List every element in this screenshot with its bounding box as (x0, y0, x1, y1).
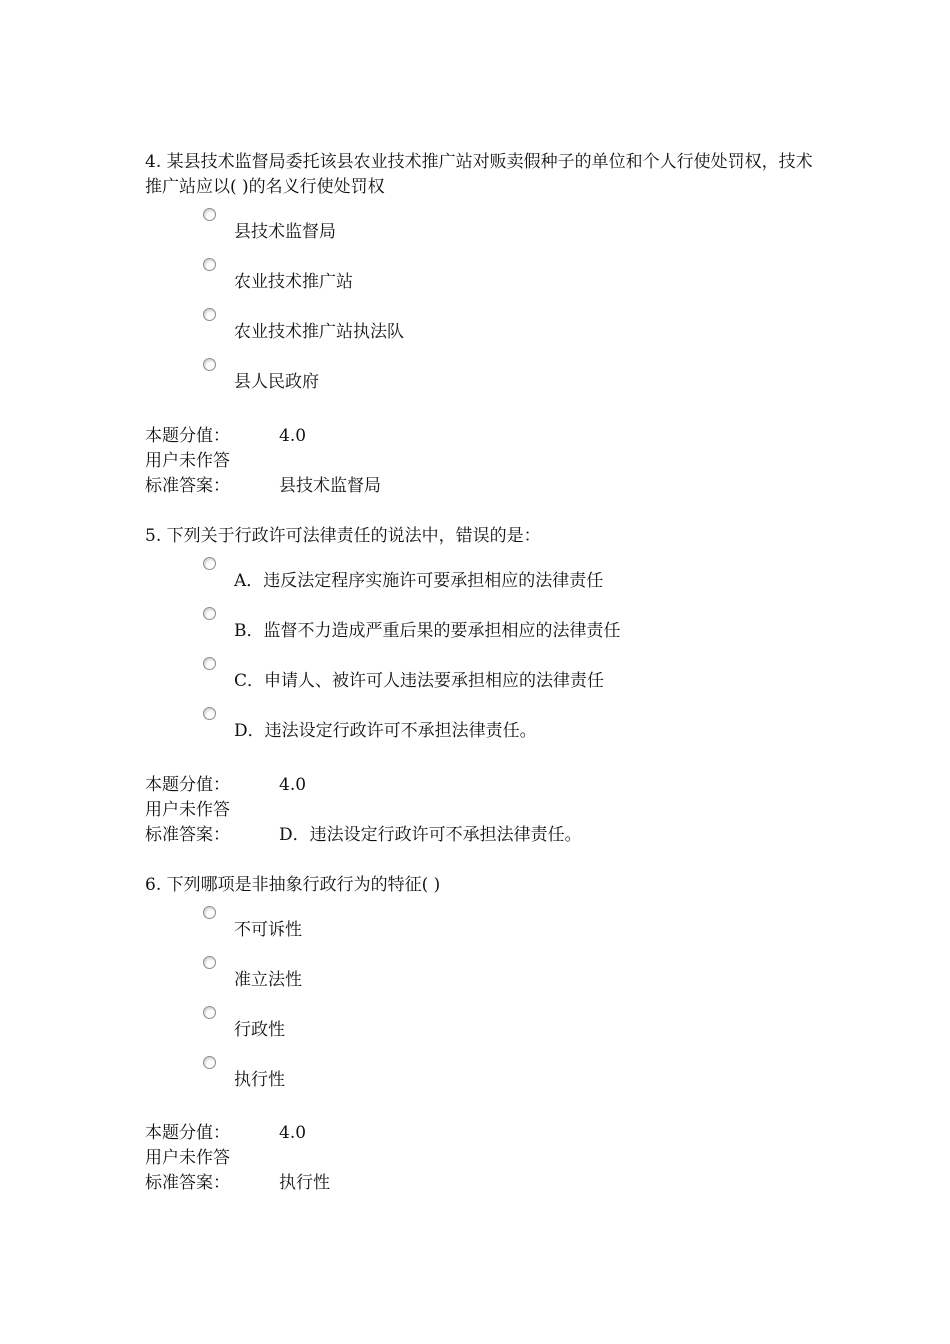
answer-row (145, 823, 825, 848)
question-text: 6. 下列哪项是非抽象行政行为的特征( ) (145, 875, 441, 895)
answer-value: D．违法设定行政许可不承担法律责任。 (279, 825, 582, 845)
option-label: 行政性 (234, 1020, 285, 1040)
score-value: 4.0 (279, 775, 307, 795)
score-label: 本题分值： (145, 1123, 230, 1143)
radio-button-icon[interactable] (203, 607, 216, 620)
score-label: 本题分值： (145, 775, 230, 795)
radio-button-icon[interactable] (203, 906, 216, 919)
option-item[interactable] (145, 655, 825, 705)
radio-button-icon[interactable] (203, 1056, 216, 1069)
option-list (145, 904, 825, 1104)
radio-button-icon[interactable] (203, 1006, 216, 1019)
score-row (145, 773, 825, 798)
status-row (145, 449, 825, 474)
option-list (145, 206, 825, 406)
option-item[interactable] (145, 954, 825, 1004)
option-label: D．违法设定行政许可不承担法律责任。 (234, 721, 537, 741)
option-item[interactable] (145, 705, 825, 755)
option-label: A．违反法定程序实施许可要承担相应的法律责任 (234, 571, 604, 591)
radio-button-icon[interactable] (203, 258, 216, 271)
radio-button-icon[interactable] (203, 707, 216, 720)
question-6 (145, 873, 825, 1104)
answer-label: 标准答案： (145, 476, 230, 496)
radio-button-icon[interactable] (203, 308, 216, 321)
question-6-meta (145, 1121, 825, 1196)
answer-row (145, 474, 825, 499)
answer-value: 县技术监督局 (279, 476, 381, 496)
question-text: 4. 某县技术监督局委托该县农业技术推广站对贩卖假种子的单位和个人行使处罚权，技术推广站应以( )的名义行使处罚权 (145, 152, 813, 197)
option-label: 农业技术推广站 (234, 272, 353, 292)
option-item[interactable] (145, 605, 825, 655)
score-row (145, 1121, 825, 1146)
option-item[interactable] (145, 356, 825, 406)
option-item[interactable] (145, 555, 825, 605)
answer-value: 执行性 (279, 1173, 330, 1193)
option-item[interactable] (145, 306, 825, 356)
option-label: 农业技术推广站执法队 (234, 322, 404, 342)
score-value: 4.0 (279, 1123, 307, 1143)
option-label: 执行性 (234, 1070, 285, 1090)
radio-button-icon[interactable] (203, 358, 216, 371)
score-row (145, 424, 825, 449)
question-4-meta (145, 424, 825, 499)
option-label: B．监督不力造成严重后果的要承担相应的法律责任 (234, 621, 621, 641)
option-label: 不可诉性 (234, 920, 302, 940)
score-label: 本题分值： (145, 426, 230, 446)
radio-button-icon[interactable] (203, 956, 216, 969)
radio-button-icon[interactable] (203, 208, 216, 221)
answer-status: 用户未作答 (145, 451, 230, 471)
radio-button-icon[interactable] (203, 557, 216, 570)
question-text: 5. 下列关于行政许可法律责任的说法中，错误的是： (145, 526, 541, 546)
option-item[interactable] (145, 256, 825, 306)
option-item[interactable] (145, 1004, 825, 1054)
option-item[interactable] (145, 904, 825, 954)
option-list (145, 555, 825, 755)
answer-row (145, 1171, 825, 1196)
option-label: 准立法性 (234, 970, 302, 990)
option-label: 县人民政府 (234, 372, 319, 392)
answer-status: 用户未作答 (145, 800, 230, 820)
answer-status: 用户未作答 (145, 1148, 230, 1168)
option-item[interactable] (145, 1054, 825, 1104)
option-label: C．申请人、被许可人违法要承担相应的法律责任 (234, 671, 605, 691)
status-row (145, 1146, 825, 1171)
question-5-meta (145, 773, 825, 848)
score-value: 4.0 (279, 426, 307, 446)
question-5 (145, 524, 825, 755)
question-4 (145, 150, 825, 406)
option-item[interactable] (145, 206, 825, 256)
radio-button-icon[interactable] (203, 657, 216, 670)
answer-label: 标准答案： (145, 825, 230, 845)
answer-label: 标准答案： (145, 1173, 230, 1193)
status-row (145, 798, 825, 823)
option-label: 县技术监督局 (234, 222, 336, 242)
